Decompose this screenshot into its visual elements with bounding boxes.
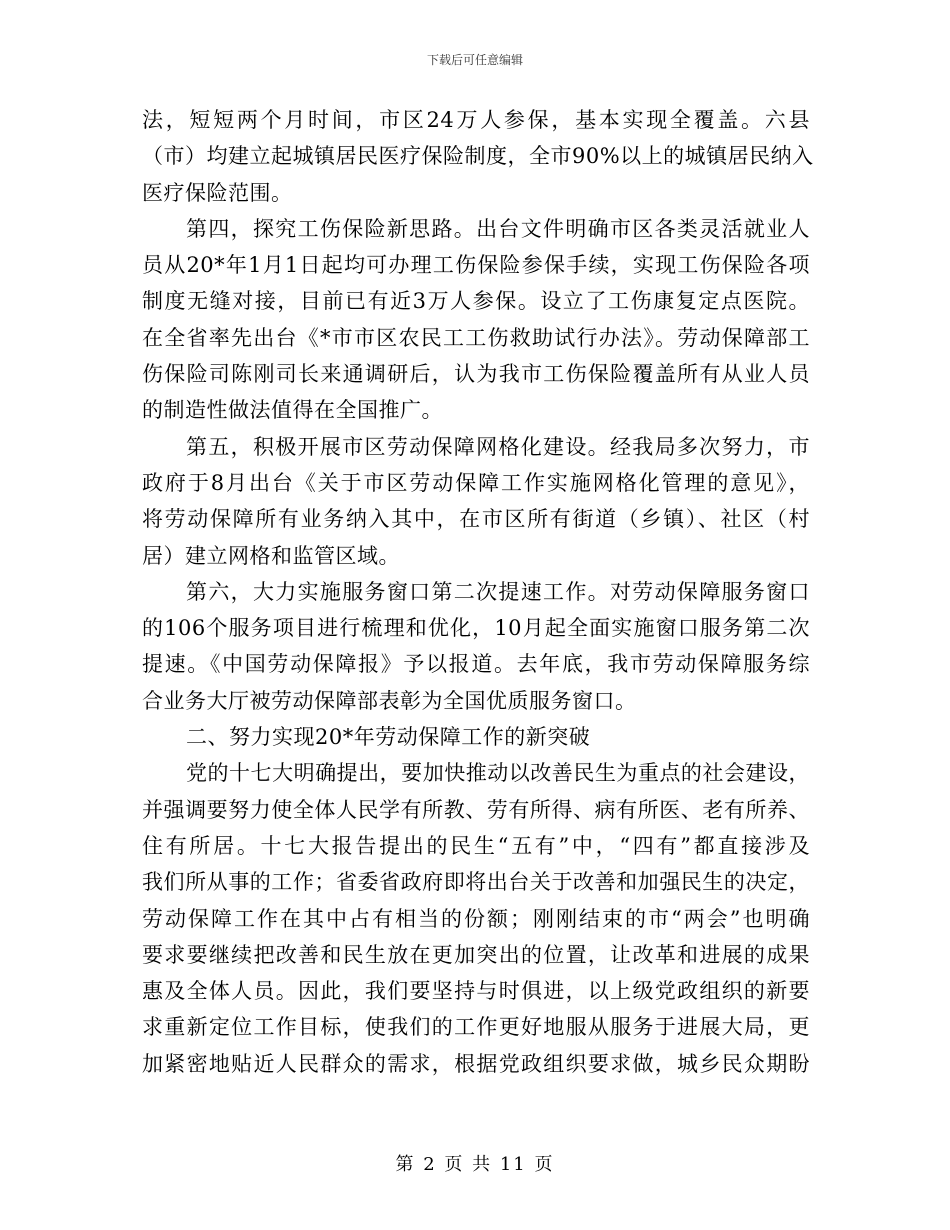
- text-line: 我们所从事的工作；省委省政府即将出台关于改善和加强民生的决定，: [142, 870, 810, 895]
- text-line: 并强调要努力使全体人民学有所教、劳有所得、病有所医、老有所养、: [142, 797, 810, 822]
- text-line: 医疗保险范围。: [142, 180, 293, 205]
- text-line: 要求要继续把改善和民生放在更加突出的位置，让改革和进展的成果: [142, 942, 810, 967]
- text-line: 制度无缝对接，目前已有近3万人参保。设立了工伤康复定点医院。: [142, 289, 810, 314]
- text-line: 员从20*年1月1日起均可办理工伤保险参保手续，实现工伤保险各项: [142, 253, 810, 278]
- text-line: （市）均建立起城镇居民医疗保险制度，全市90%以上的城镇居民纳入: [142, 144, 814, 169]
- document-body: [142, 102, 814, 1082]
- text-line: 在全省率先出台《*市市区农民工工伤救助试行办法》。劳动保障部工: [142, 325, 810, 350]
- text-line: 第六，大力实施服务窗口第二次提速工作。对劳动保障服务窗口: [186, 579, 810, 604]
- text-line: 的制造性做法值得在全国推广。: [142, 398, 443, 423]
- text-line: 法，短短两个月时间，市区24万人参保，基本实现全覆盖。六县: [142, 108, 810, 132]
- text-line: 加紧密地贴近人民群众的需求，根据党政组织要求做，城乡民众期盼: [142, 1051, 810, 1076]
- text-line: 提速。《中国劳动保障报》予以报道。去年底，我市劳动保障服务综: [142, 652, 810, 677]
- text-line: 居）建立网格和监管区域。: [142, 543, 400, 568]
- text-line: 劳动保障工作在其中占有相当的份额；刚刚结束的市“两会”也明确: [142, 906, 810, 931]
- section-heading: 二、努力实现20*年劳动保障工作的新突破: [186, 725, 591, 750]
- text-line: 求重新定位工作目标，使我们的工作更好地服从服务于进展大局，更: [142, 1015, 810, 1040]
- text-line: 合业务大厅被劳动保障部表彰为全国优质服务窗口。: [142, 688, 637, 713]
- text-line: 将劳动保障所有业务纳入其中，在市区所有街道（乡镇）、社区（村: [142, 507, 810, 532]
- text-line: 的106个服务项目进行梳理和优化，10月起全面实施窗口服务第二次: [142, 616, 810, 641]
- text-line: 伤保险司陈刚司长来通调研后，认为我市工伤保险覆盖所有从业人员: [142, 362, 810, 387]
- text-line: 住有所居。十七大报告提出的民生“五有”中，“四有”都直接涉及: [142, 833, 810, 858]
- text-line: 惠及全体人员。因此，我们要坚持与时俱进，以上级党政组织的新要: [142, 979, 810, 1004]
- text-line: 政府于8月出台《关于市区劳动保障工作实施网格化管理的意见》，: [142, 470, 810, 495]
- page-header-note: 下载后可任意编辑: [426, 53, 523, 67]
- text-line: 第五，积极开展市区劳动保障网格化建设。经我局多次努力，市: [186, 434, 810, 459]
- text-line: 第四，探究工伤保险新思路。出台文件明确市区各类灵活就业人: [186, 216, 810, 241]
- text-line: 党的十七大明确提出，要加快推动以改善民生为重点的社会建设，: [186, 761, 810, 786]
- page-number: 第 2 页 共 11 页: [395, 1154, 555, 1175]
